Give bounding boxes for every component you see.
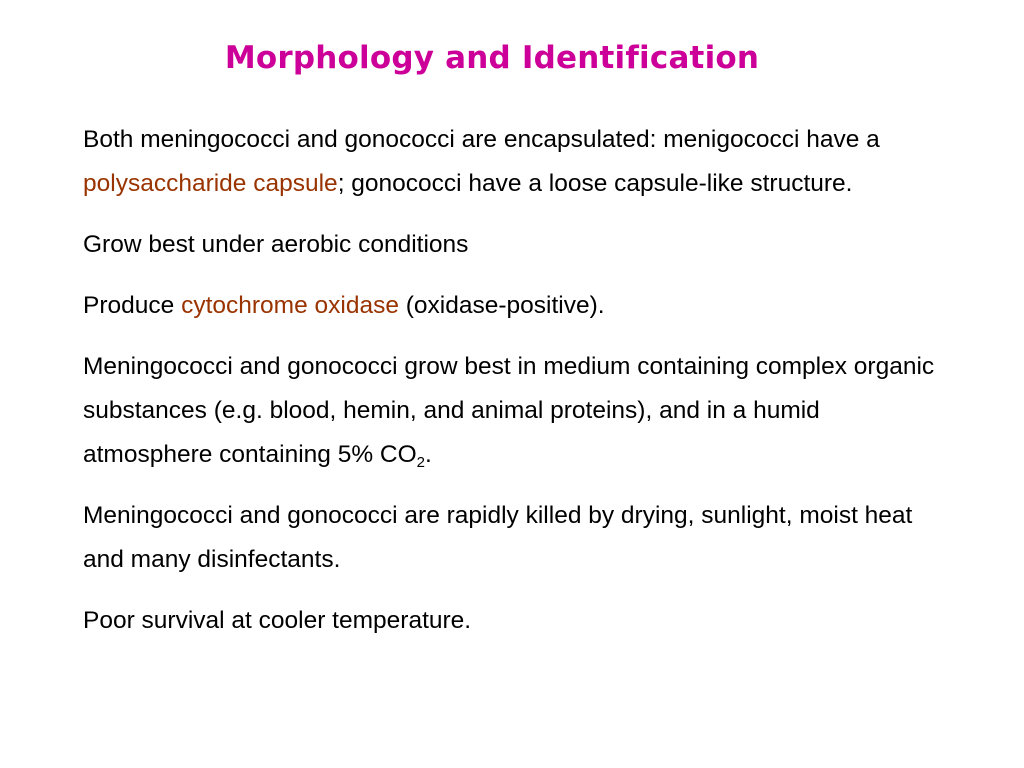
highlight-term-polysaccharide-capsule: polysaccharide capsule <box>83 170 338 197</box>
paragraph-growth-medium <box>83 345 943 477</box>
paragraph-oxidase <box>83 284 943 328</box>
paragraph-text: Poor survival at cooler temperature. <box>83 607 472 634</box>
paragraph-text: Meningococci and gonococci grow best in medium containing complex organic substances (e.g. blood, hemin, and animal proteins), and in a humid atmosphere containing 5% CO <box>83 353 935 468</box>
paragraph-aerobic <box>83 223 943 267</box>
paragraph-killed-by <box>83 494 943 582</box>
paragraph-text: Meningococci and gonococci are rapidly killed by drying, sunlight, moist heat and many disinfectants. <box>83 502 913 573</box>
paragraph-text: ; gonococci have a loose capsule-like structure. <box>337 170 853 197</box>
subscript: 2 <box>416 454 426 471</box>
paragraph-text: Grow best under aerobic conditions <box>83 231 469 258</box>
paragraph-survival <box>83 599 943 643</box>
slide-title: Morphology and Identification <box>224 40 760 76</box>
paragraph-text: Produce <box>83 292 182 319</box>
highlight-term-cytochrome-oxidase: cytochrome oxidase <box>181 292 399 319</box>
paragraph-text: (oxidase-positive). <box>398 292 605 319</box>
paragraph-encapsulation <box>83 118 943 206</box>
paragraph-text: Both meningococci and gonococci are encapsulated: menigococci have a <box>83 126 880 153</box>
slide-body <box>83 118 943 660</box>
paragraph-text: . <box>425 441 432 468</box>
